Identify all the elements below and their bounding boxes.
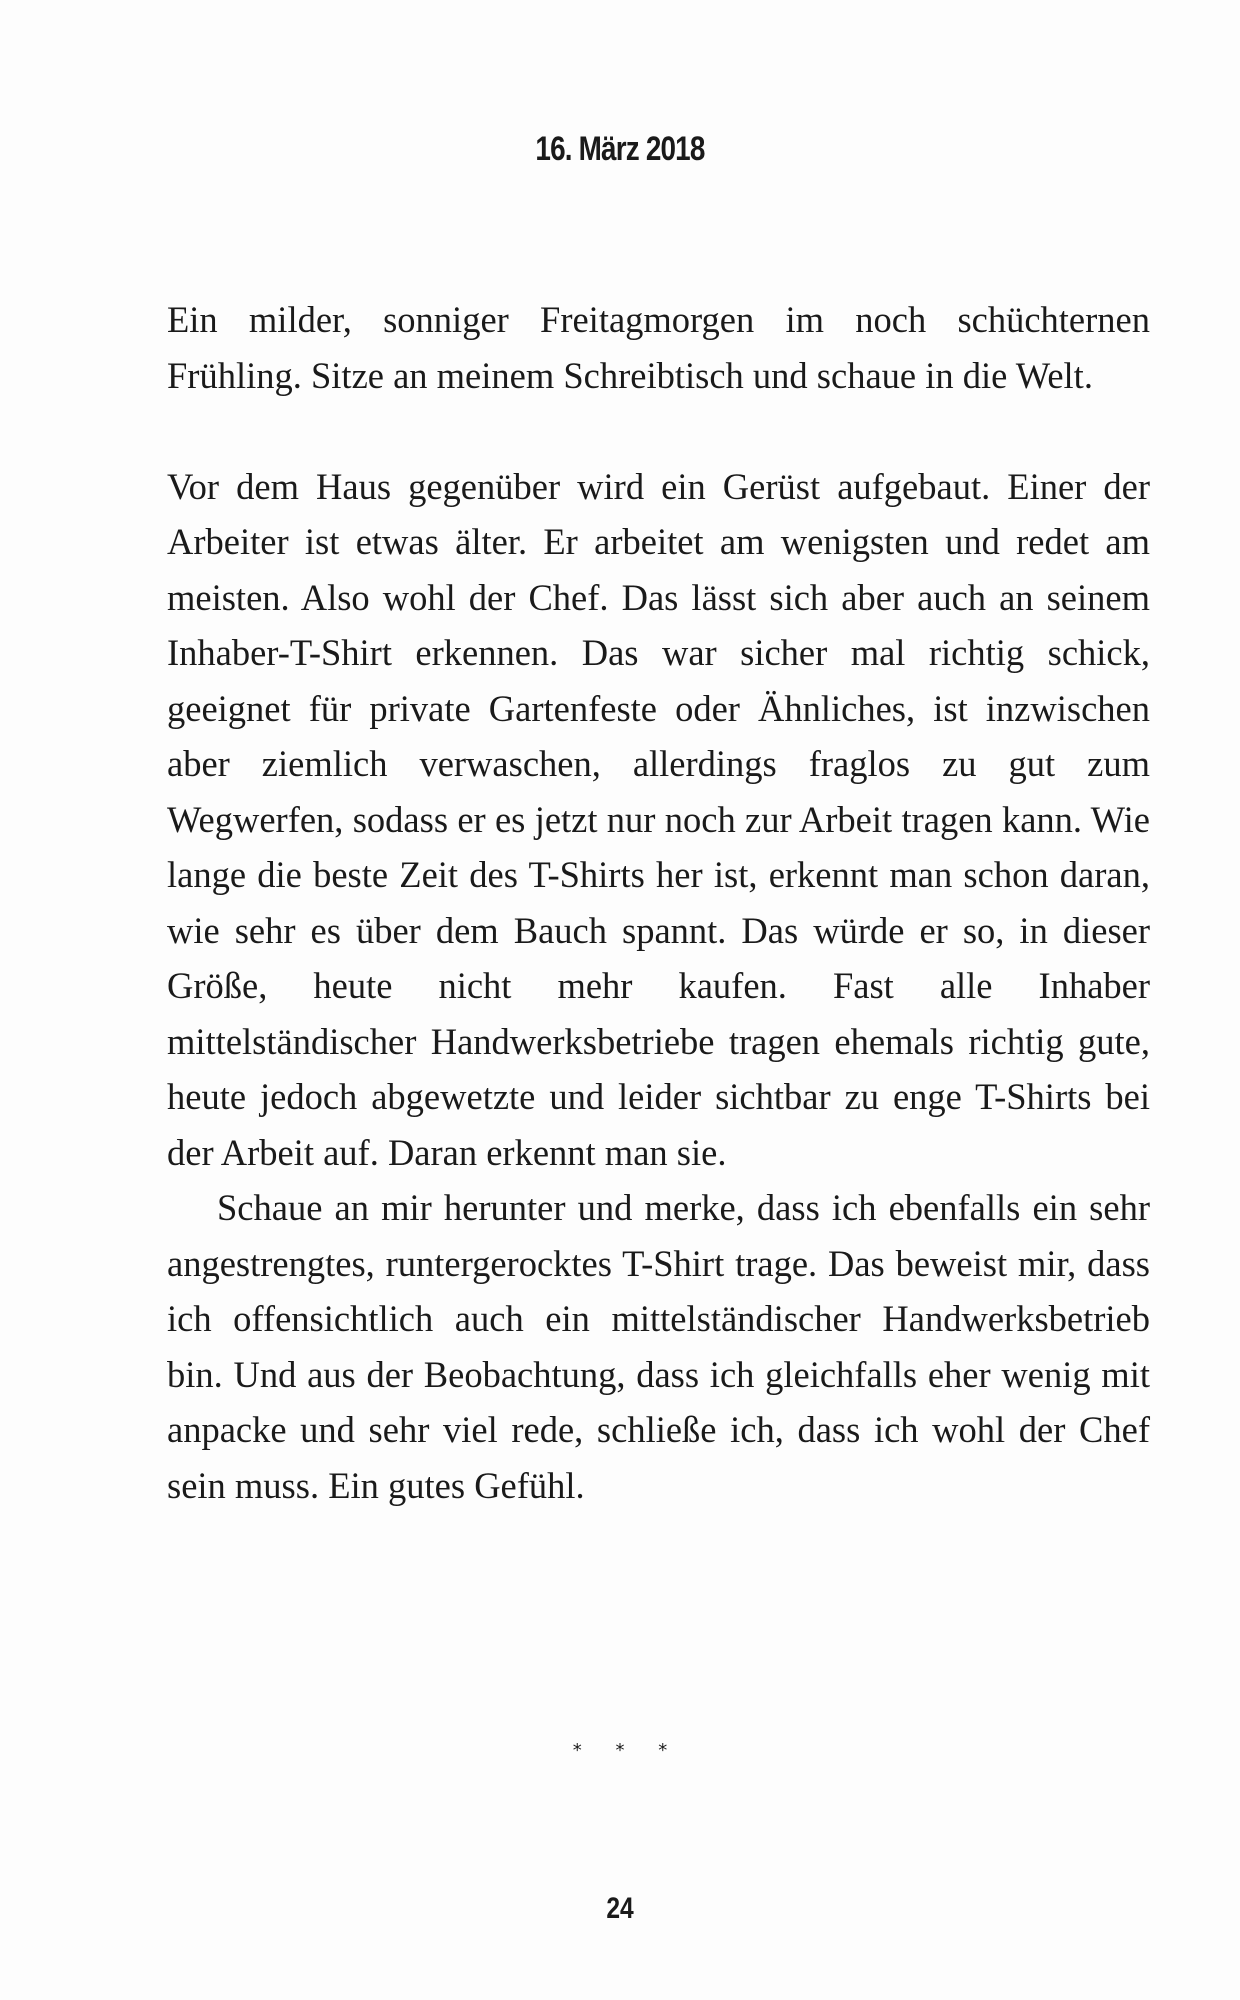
- paragraph-3: Schaue an mir herunter und merke, dass ich ebenfalls ein sehr angestrengtes, runtergerocktes T-Shirt trage. Das beweist mir, dass ich offensichtlich auch ein mittelständischer Handwerksbetrieb bin. Und aus der Beobachtung, dass ich gleichfalls eher wenig mit anpacke und sehr viel rede, schließe ich, dass ich wohl der Chef sein muss. Ein gutes Gefühl.: [167, 1187, 1150, 1506]
- paragraph-1: Ein milder, sonniger Freitagmorgen im noch schüchternen Frühling. Sitze an meinem Schreibtisch und schaue in die Welt.: [167, 299, 1150, 396]
- page-title: 16. März 2018: [535, 130, 705, 168]
- body-text: [167, 292, 1150, 1513]
- paragraph-2: Vor dem Haus gegenüber wird ein Gerüst aufgebaut. Einer der Arbeiter ist etwas älter. Er arbeitet am wenigsten und redet am meisten. Also wohl der Chef. Das lässt sich aber auch an seinem Inhaber-T-Shirt erkennen. Das war sicher mal richtig schick, geeignet für private Gartenfeste oder Ähnliches, ist inzwischen aber ziemlich verwaschen, allerdings fraglos zu gut zum Wegwerfen, sodass er es jetzt nur noch zur Arbeit tragen kann. Wie lange die beste Zeit des T-Shirts her ist, erkennt man schon daran, wie sehr es über dem Bauch spannt. Das würde er so, in dieser Größe, heute nicht mehr kaufen. Fast alle Inhaber mittelständischer Handwerksbetriebe tragen ehemals richtig gute, heute jedoch abgewetzte und leider sichtbar zu enge T-Shirts bei der Arbeit auf. Daran erkennt man sie.: [167, 465, 1150, 1173]
- page-number: 24: [606, 1892, 634, 1925]
- section-divider: * * *: [572, 1740, 682, 1761]
